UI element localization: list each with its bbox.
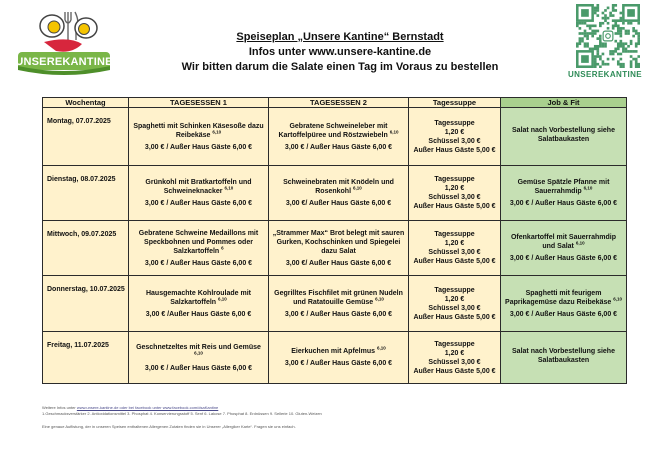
allergen-codes: 6,10 xyxy=(224,185,234,191)
soup-cell xyxy=(409,221,501,276)
dish-price: 3,00 € /Außer Haus Gäste 6,00 € xyxy=(145,310,252,318)
soup-content xyxy=(412,221,497,275)
header-menu2: TAGESESSEN 2 xyxy=(269,98,409,108)
soup-cell xyxy=(409,108,501,166)
instagram-qr-code xyxy=(576,4,640,68)
header-soup: Tagessuppe xyxy=(409,98,501,108)
dish-text: Eierkuchen mit Apfelmus xyxy=(291,348,376,355)
soup-title: Tagessuppe xyxy=(434,119,475,127)
soup-outside-price: Außer Haus Gäste 5,00 € xyxy=(413,313,496,321)
jobfit-cell xyxy=(501,166,627,221)
dish-price: 3,00 €/ Außer Haus Gäste 6,00 € xyxy=(285,259,392,267)
allergen-codes: 6,10 xyxy=(212,129,222,135)
soup-content xyxy=(412,166,497,220)
soup-outside-price: Außer Haus Gäste 5,00 € xyxy=(413,203,496,210)
menu1-cell xyxy=(129,276,269,332)
dish-price: 3,00 € / Außer Haus Gäste 6,00 € xyxy=(144,259,253,267)
jobfit-cell xyxy=(501,332,627,384)
allergen-codes: 6,10 xyxy=(375,296,384,302)
table-row xyxy=(43,332,627,384)
allergen-codes: 6,10 xyxy=(376,345,386,351)
dish-price: 3,00 € / Außer Haus Gäste 6,00 € xyxy=(284,310,393,318)
soup-small-price: 1,20 € xyxy=(444,128,465,136)
jobfit-cell-content xyxy=(504,332,623,383)
menu2-cell-content xyxy=(272,332,405,383)
soup-cell xyxy=(409,166,501,221)
menu2-cell xyxy=(269,108,409,166)
soup-title: Tagessuppe xyxy=(434,286,475,294)
menu1-cell-content xyxy=(132,276,265,331)
dish-price: 3,00 € / Außer Haus Gäste 6,00 € xyxy=(144,200,253,207)
menu2-cell xyxy=(269,221,409,276)
dish-price: 3,00 € / Außer Haus Gäste 6,00 € xyxy=(284,143,393,151)
soup-title: Tagessuppe xyxy=(434,176,475,183)
menu1-cell xyxy=(129,166,269,221)
table-row xyxy=(43,276,627,332)
soup-small-price: 1,20 € xyxy=(444,240,465,247)
menu2-cell-content xyxy=(272,221,405,275)
dish-price: 3,00 € / Außer Haus Gäste 6,00 € xyxy=(144,143,253,151)
table-row xyxy=(43,166,627,221)
header-jobfit: Job & Fit xyxy=(501,98,627,108)
soup-content xyxy=(412,108,497,165)
allergen-codes: 6,10 xyxy=(218,296,227,302)
dish-text: Gebratene Schweine Medaillons mit Speckbohnen und Pommes oder Salzkartoffeln xyxy=(138,229,259,255)
footer-disclaimer: Eine genaue Auflistung, der in unseren Speisen enthaltenen Allergenen Zutaten finden sie in Unserer „Allergiker Karte“. Fragen sie uns einfach. xyxy=(42,424,296,429)
soup-small-price: 1,20 € xyxy=(444,295,465,303)
dish-name xyxy=(272,178,405,196)
allergen-codes: 6,10 xyxy=(389,129,399,135)
soup-outside-price: Außer Haus Gäste 5,00 € xyxy=(413,146,496,154)
weekday-cell: Freitag, 11.07.2025 xyxy=(43,332,129,384)
soup-outside-price: Außer Haus Gäste 5,00 € xyxy=(413,367,496,375)
table-row xyxy=(43,221,627,276)
soup-bowl-price: Schüssel 3,00 € xyxy=(428,194,481,201)
footer-links xyxy=(42,405,602,410)
menu1-cell-content xyxy=(132,166,265,220)
dish-text: Grünkohl mit Bratkartoffeln und Schweineknacker xyxy=(145,179,252,195)
menu1-cell xyxy=(129,332,269,384)
dish-name xyxy=(272,347,405,356)
dish-price: 3,00 € / Außer Haus Gäste 6,00 € xyxy=(509,255,618,262)
soup-content xyxy=(412,276,497,331)
soup-outside-price: Außer Haus Gäste 5,00 € xyxy=(413,258,496,265)
footer-links-prefix: Weitere Infos unter xyxy=(42,405,76,410)
jobfit-cell-content xyxy=(504,276,623,331)
menu1-cell-content xyxy=(132,108,265,165)
menu2-cell-content xyxy=(272,276,405,331)
jobfit-cell xyxy=(501,221,627,276)
soup-small-price: 1,20 € xyxy=(444,185,465,192)
svg-text:UNSEREKANTINE: UNSEREKANTINE xyxy=(15,56,113,68)
table-row xyxy=(43,108,627,166)
page-title: Speiseplan „Unsere Kantine“ Bernstadt xyxy=(236,31,444,43)
soup-content xyxy=(412,332,497,383)
dish-name xyxy=(504,289,623,307)
footer-links-url[interactable]: www.unsere-kantine.de oder bei facebook unter www.facebook.com/dsaKantine xyxy=(76,405,219,410)
dish-text: Gebratene Schweineleber mit Kartoffelpüree und Röstzwiebeln xyxy=(278,122,388,139)
menu-heading xyxy=(150,30,530,75)
unsere-kantine-logo xyxy=(14,6,114,84)
dish-text: Spaghetti mit Schinken Käsesoße dazu Reibekäse xyxy=(133,122,264,139)
soup-cell xyxy=(409,276,501,332)
dish-name xyxy=(132,178,265,196)
weekday-cell: Montag, 07.07.2025 xyxy=(43,108,129,166)
allergen-codes: 6,10 xyxy=(194,350,203,356)
soup-bowl-price: Schüssel 3,00 € xyxy=(428,358,481,366)
allergen-codes: 6,10 xyxy=(575,240,585,246)
dish-text: Geschnetzeltes mit Reis und Gemüse xyxy=(136,343,261,351)
header-menu1: TAGESESSEN 1 xyxy=(129,98,269,108)
logo-text xyxy=(15,56,112,68)
dish-name xyxy=(132,122,265,140)
dish-text: Gegrilltes Fischfilet mit grünen Nudeln und Ratatouille Gemüse xyxy=(274,289,403,306)
menu1-cell-content xyxy=(132,221,265,275)
dish-name xyxy=(504,233,623,251)
soup-small-price: 1,20 € xyxy=(444,349,465,357)
dish-name xyxy=(272,122,405,140)
dish-name xyxy=(272,289,405,307)
soup-bowl-price: Schüssel 3,00 € xyxy=(428,137,481,145)
jobfit-cell xyxy=(501,108,627,166)
table-header-row xyxy=(43,98,627,108)
jobfit-cell-content xyxy=(504,221,623,275)
menu2-cell-content xyxy=(272,108,405,165)
info-line: Infos unter www.unsere-kantine.de xyxy=(248,46,432,58)
dish-name xyxy=(132,289,265,307)
dish-text: Salat nach Vorbestellung siehe Salatbaukasten xyxy=(512,127,615,143)
dish-name xyxy=(272,229,405,256)
dish-name xyxy=(132,229,265,256)
jobfit-cell-content xyxy=(504,108,623,165)
dish-text: Ofenkartoffel mit Sauerrahmdip und Salat xyxy=(510,234,617,250)
dish-text: Salat nach Vorbestellung siehe Salatbaukasten xyxy=(512,348,615,364)
dish-name xyxy=(504,126,623,144)
menu1-cell xyxy=(129,221,269,276)
soup-bowl-price: Schüssel 3,00 € xyxy=(428,249,481,256)
soup-cell xyxy=(409,332,501,384)
salad-note: Wir bitten darum die Salate einen Tag im Voraus zu bestellen xyxy=(181,61,499,73)
menu1-cell xyxy=(129,108,269,166)
soup-title: Tagessuppe xyxy=(434,340,475,348)
menu2-cell xyxy=(269,332,409,384)
dish-text: Schweinebraten mit Knödeln und Rosenkohl xyxy=(283,179,394,195)
dish-name xyxy=(132,343,265,361)
dish-name xyxy=(504,347,623,365)
jobfit-cell-content xyxy=(504,166,623,220)
footer-allergens: 1.Geschmacksverstärker 2. Antioxidationsmittel 3. Phosphat 4. Konservierungsstoff 5. Senf 6. Lakose 7. Phosphat 8. Erdnüssen 9. Sellerie 10. Gluten-Weizen xyxy=(42,411,322,416)
dish-text: Spaghetti mit feurigem Paprikagemüse dazu Reibekäse xyxy=(505,289,612,306)
weekday-cell: Dienstag, 08.07.2025 xyxy=(43,166,129,221)
dish-text: Hausgemachte Kohlroulade mit Salzkartoffeln xyxy=(145,289,252,306)
weekday-cell: Donnerstag, 10.07.2025 xyxy=(43,276,129,332)
dish-text: Gemüse Spätzle Pfanne mit Sauerrahmdip xyxy=(517,179,610,195)
dish-price: 3,00 €/ Außer Haus Gäste 6,00 € xyxy=(285,200,392,207)
qr-brand-label: UNSEREKANTINE xyxy=(567,70,643,79)
soup-title: Tagessuppe xyxy=(434,231,475,238)
weekday-cell: Mittwoch, 09.07.2025 xyxy=(43,221,129,276)
dish-text: „Strammer Max“ Brot belegt mit sauren Gurken, Kochschinken und Spiegelei dazu Salat xyxy=(272,229,405,255)
dish-price: 3,00 € / Außer Haus Gäste 6,00 € xyxy=(509,310,618,318)
dish-price: 3,00 € / Außer Haus Gäste 6,00 € xyxy=(284,360,393,367)
menu2-cell-content xyxy=(272,166,405,220)
menu-table xyxy=(42,97,627,384)
menu2-cell xyxy=(269,276,409,332)
soup-bowl-price: Schüssel 3,00 € xyxy=(428,304,481,312)
header-day: Wochentag xyxy=(43,98,129,108)
dish-name xyxy=(504,178,623,196)
allergen-codes: 6,10 xyxy=(583,185,593,191)
dish-price: 3,00 € / Außer Haus Gäste 6,00 € xyxy=(144,364,253,372)
menu1-cell-content xyxy=(132,332,265,383)
jobfit-cell xyxy=(501,276,627,332)
allergen-codes: 6,10 xyxy=(613,296,622,302)
allergen-codes: 6 xyxy=(221,245,224,251)
menu2-cell xyxy=(269,166,409,221)
dish-price: 3,00 € / Außer Haus Gäste 6,00 € xyxy=(509,200,618,207)
allergen-codes: 6,10 xyxy=(352,185,362,191)
